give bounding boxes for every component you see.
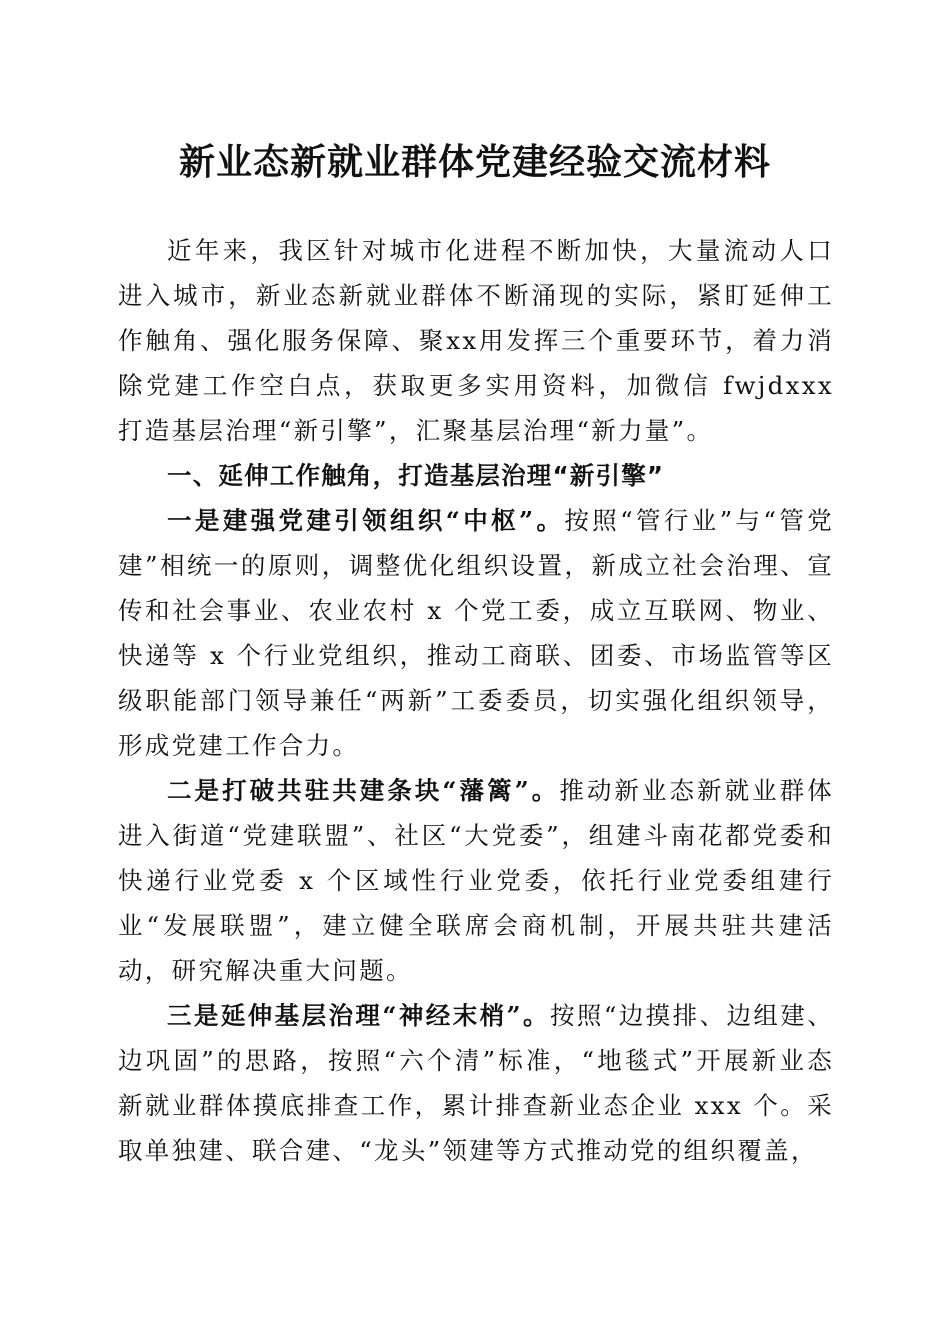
page-title: 新业态新就业群体党建经验交流材料 [178,141,771,183]
section1-item-2 [118,768,834,993]
item-text: 按照“边摸排、边组建、边巩固”的思路，按照“六个清”标准，“地毯式”开展新业态新就业群体摸底排查工作，累计排查新业态企业 xxx 个。采取单独建、联合建、“龙头”领建等方式推动党的组织覆盖， [118,1001,835,1165]
section-heading-1: 一、延伸工作触角，打造基层治理“新引擎” [167,461,665,490]
document-body [118,228,834,1173]
item-lead: 二是打破共驻共建条块“藩篱”。 [167,776,560,805]
intro-paragraph: 近年来，我区针对城市化进程不断加快，大量流动人口进入城市，新业态新就业群体不断涌现的实际，紧盯延伸工作触角、强化服务保障、聚xx用发挥三个重要环节，着力消除党建工作空白点，获取更多实用资料，加微信 fwjdxxx 打造基层治理“新引擎”，汇聚基层治理“新力量”。 [118,236,834,445]
item-text: 按照“管行业”与“管党建”相统一的原则，调整优化组织设置，新成立社会治理、宣传和社会事业、农业农村 x 个党工委，成立互联网、物业、快递等 x 个行业党组织，推动工商联、团委、市场监管等区级职能部门领导兼任“两新”工委委员，切实强化组织领导，形成党建工作合力。 [118,506,835,760]
item-text: 推动新业态新就业群体进入街道“党建联盟”、社区“大党委”，组建斗南花都党委和快递行业党委 x 个区域性行业党委，依托行业党委组建行业“发展联盟”，建立健全联席会商机制，开展共驻共建活动，研究解决重大问题。 [118,776,835,985]
item-lead: 一是建强党建引领组织“中枢”。 [167,506,565,535]
item-lead: 三是延伸基层治理“神经末梢”。 [167,1001,550,1030]
section1-item-3 [118,993,834,1173]
section1-item-1 [118,498,834,768]
